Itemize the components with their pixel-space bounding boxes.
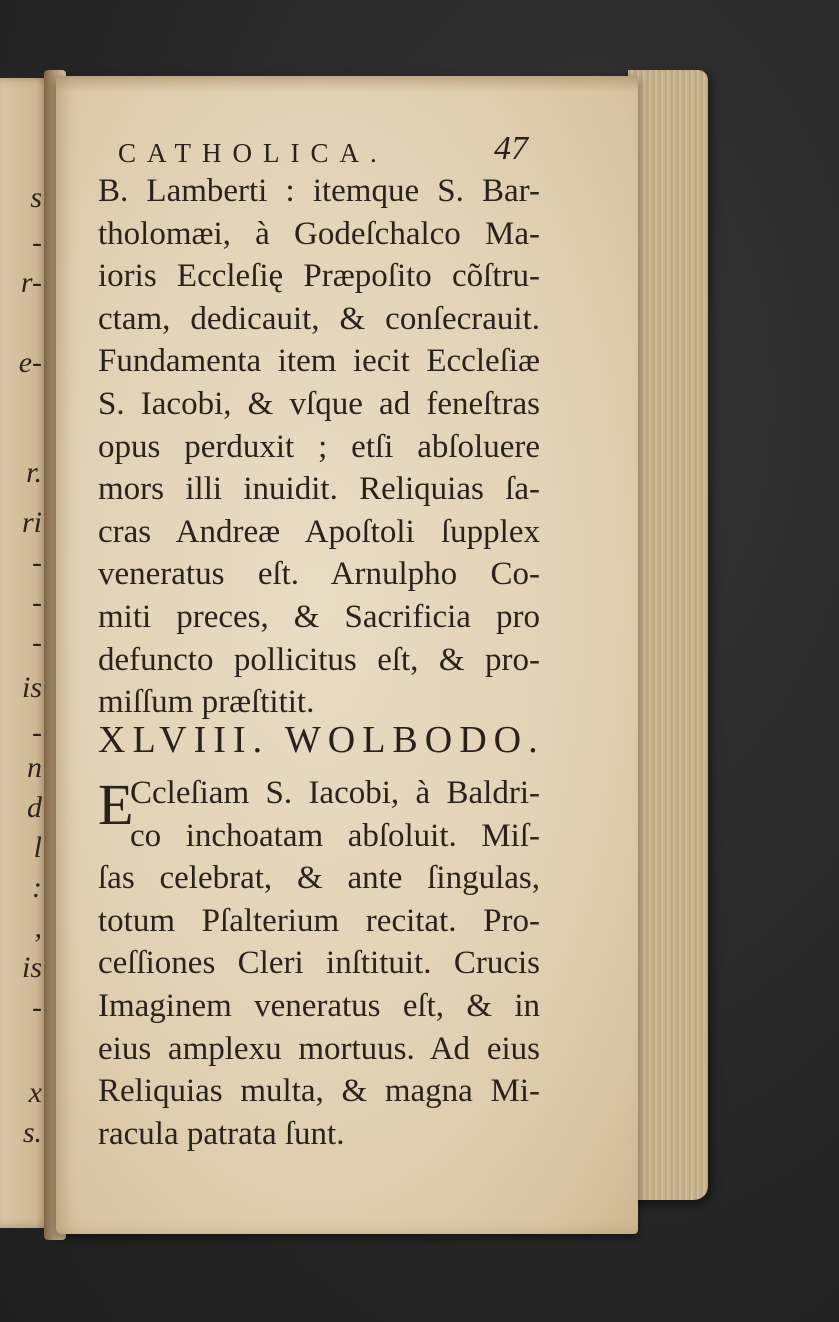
left-page-text: ri xyxy=(21,506,42,539)
text-line: Ccleſiam S. Iacobi, à Baldri- xyxy=(130,775,540,811)
left-page-text: d xyxy=(27,791,42,824)
left-page-text: r- xyxy=(20,266,42,299)
left-page-text: - xyxy=(32,991,42,1024)
left-page-text: e- xyxy=(18,346,42,379)
text-line: miſſum præſtitit. xyxy=(98,684,315,721)
page-shading xyxy=(56,76,638,92)
left-page-text: - xyxy=(32,586,42,619)
left-page-text: is xyxy=(21,951,42,984)
text-line: mors illi inuidit. Reliquias ſa- xyxy=(98,471,540,508)
left-page-text: r. xyxy=(26,456,42,489)
text-line: S. Iacobi, & vſque ad feneſtras xyxy=(98,385,540,422)
text-line: ceſſiones Cleri inſtituit. Crucis xyxy=(98,945,540,982)
page-number: 47 xyxy=(494,130,528,167)
left-page-text: , xyxy=(34,911,42,944)
text-line: co inchoatam abſoluit. Miſ- xyxy=(130,817,540,854)
left-page-text: s. xyxy=(22,1116,42,1149)
left-page-text: : xyxy=(32,871,42,904)
drop-cap: E xyxy=(98,772,134,837)
left-page-text: is xyxy=(21,671,42,704)
text-line: cras Andreæ Apoſtoli ſupplex xyxy=(98,513,540,550)
text-line: defuncto pollicitus eſt, & pro- xyxy=(98,641,540,678)
text-line: opus perduxit ; etſi abſoluere xyxy=(98,428,540,465)
text-line: ioris Eccleſię Præpoſito cõſtru- xyxy=(98,258,540,295)
text-line: Reliquias multa, & magna Mi- xyxy=(98,1073,540,1110)
left-page-text: - xyxy=(32,626,42,659)
text-line: ctam, dedicauit, & conſecrauit. xyxy=(98,300,540,337)
text-line: miti preces, & Sacrificia pro xyxy=(98,598,540,635)
section-heading: XLVIII. WOLBODO. xyxy=(98,719,545,761)
left-page-text: - xyxy=(32,546,42,579)
paragraph-1 xyxy=(98,170,540,724)
text-line: B. Lamberti : itemque S. Bar- xyxy=(98,173,540,209)
text-line: veneratus eſt. Arnulpho Co- xyxy=(98,556,540,593)
left-page-text: s xyxy=(30,181,42,214)
page-block-edges xyxy=(628,70,708,1200)
text-line: tholomæi, à Godeſchalco Ma- xyxy=(98,215,540,252)
text-line: totum Pſalterium recitat. Pro- xyxy=(98,902,540,939)
text-line: eius amplexu mortuus. Ad eius xyxy=(98,1030,540,1067)
running-head: CATHOLICA. xyxy=(118,138,388,168)
left-page-text: x xyxy=(28,1076,42,1109)
paragraph-2 xyxy=(98,772,540,1155)
left-page-text: n xyxy=(27,751,42,784)
text-line: ſas celebrat, & ante ſingulas, xyxy=(98,860,540,897)
text-line: Imaginem veneratus eſt, & in xyxy=(98,987,540,1024)
left-page-text: - xyxy=(32,716,42,749)
left-page-text: l xyxy=(33,831,42,864)
left-page-text: - xyxy=(32,226,42,259)
text-line: Fundamenta item iecit Eccleſiæ xyxy=(98,343,540,380)
text-line: racula patrata ſunt. xyxy=(98,1115,345,1152)
